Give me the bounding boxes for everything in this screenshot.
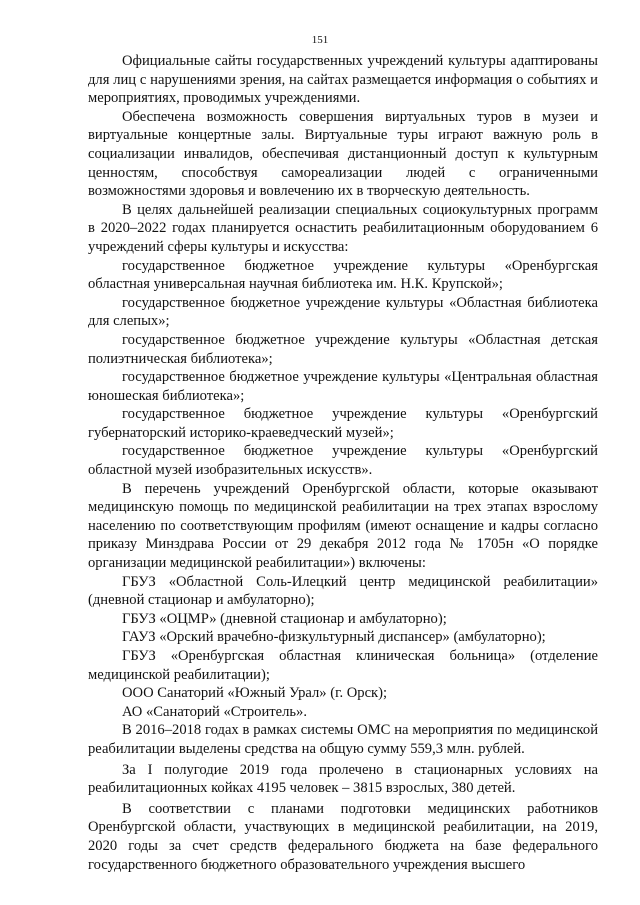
list-item: ГБУЗ «Областной Соль-Илецкий центр медицинской реабилитации» (дневной стационар и амбулаторно); <box>88 573 598 609</box>
paragraph: В 2016–2018 годах в рамках системы ОМС на мероприятия по медицинской реабилитации выделены средства на общую сумму 559,3 млн. рублей. <box>88 722 598 757</box>
list-item: государственное бюджетное учреждение культуры «Областная библиотека для слепых»; <box>88 294 598 330</box>
list-item: ООО Санаторий «Южный Урал» (г. Орск); <box>122 685 388 702</box>
paragraph: В перечень учреждений Оренбургской области, которые оказывают медицинскую помощь по медицинской реабилитации на трех этапах взрослому населению по соответствующим профилям (имеют оснащение и кадры согласно приказу Минздрава России от 29 декабря 2012 года № 1705н «О порядке организации медицинской реабилитации») включены: <box>88 480 598 572</box>
list-item: государственное бюджетное учреждение культуры «Оренбургский губернаторский историко-краеведческий музей»; <box>88 406 598 441</box>
list-item: АО «Санаторий «Строитель». <box>122 703 308 720</box>
list-item: государственное бюджетное учреждение культуры «Оренбургская областная универсальная научная библиотека им. Н.К. Крупской»; <box>88 257 598 293</box>
list-item: ГАУЗ «Орский врачебно-физкультурный диспансер» (амбулаторно); <box>122 629 546 646</box>
paragraph: В соответствии с планами подготовки медицинских работников Оренбургской области, участвующих в медицинской реабилитации, на 2019, 2020 годы за счет средств федерального бюджета на базе федерального государственного бюджетного образовательного учреждения высшего <box>88 800 598 873</box>
paragraph: Официальные сайты государственных учреждений культуры адаптированы для лиц с нарушениями зрения, на сайтах размещается информация о событиях и мероприятиях, проводимых учреждениями. <box>88 53 598 107</box>
paragraph: В целях дальнейшей реализации специальных социокультурных программ в 2020–2022 годах планируется оснастить реабилитационным оборудованием 6 учреждений сферы культуры и искусства: <box>88 201 598 255</box>
document-body <box>88 52 598 874</box>
list-item: государственное бюджетное учреждение культуры «Областная детская полиэтническая библиотека»; <box>88 331 598 367</box>
list-item: государственное бюджетное учреждение культуры «Центральная областная юношеская библиотека»; <box>88 369 598 404</box>
list-item: ГБУЗ «ОЦМР» (дневной стационар и амбулаторно); <box>122 610 447 627</box>
page-number: 151 <box>311 34 329 46</box>
paragraph: За I полугодие 2019 года пролечено в стационарных условиях на реабилитационных койках 4195 человек – 3815 взрослых, 380 детей. <box>88 761 598 797</box>
list-item: государственное бюджетное учреждение культуры «Оренбургский областной музей изобразительных искусств». <box>88 443 598 479</box>
paragraph: Обеспечена возможность совершения виртуальных туров в музеи и виртуальные концертные залы. Виртуальные туры играют важную роль в социализации инвалидов, обеспечивая дистанционный доступ к культурным ценностям, способствуя самореализации людей с ограниченными возможностями здоровья и вовлечению их в творческую деятельность. <box>88 108 598 200</box>
list-item: ГБУЗ «Оренбургская областная клиническая больница» (отделение медицинской реабилитации); <box>88 648 598 683</box>
